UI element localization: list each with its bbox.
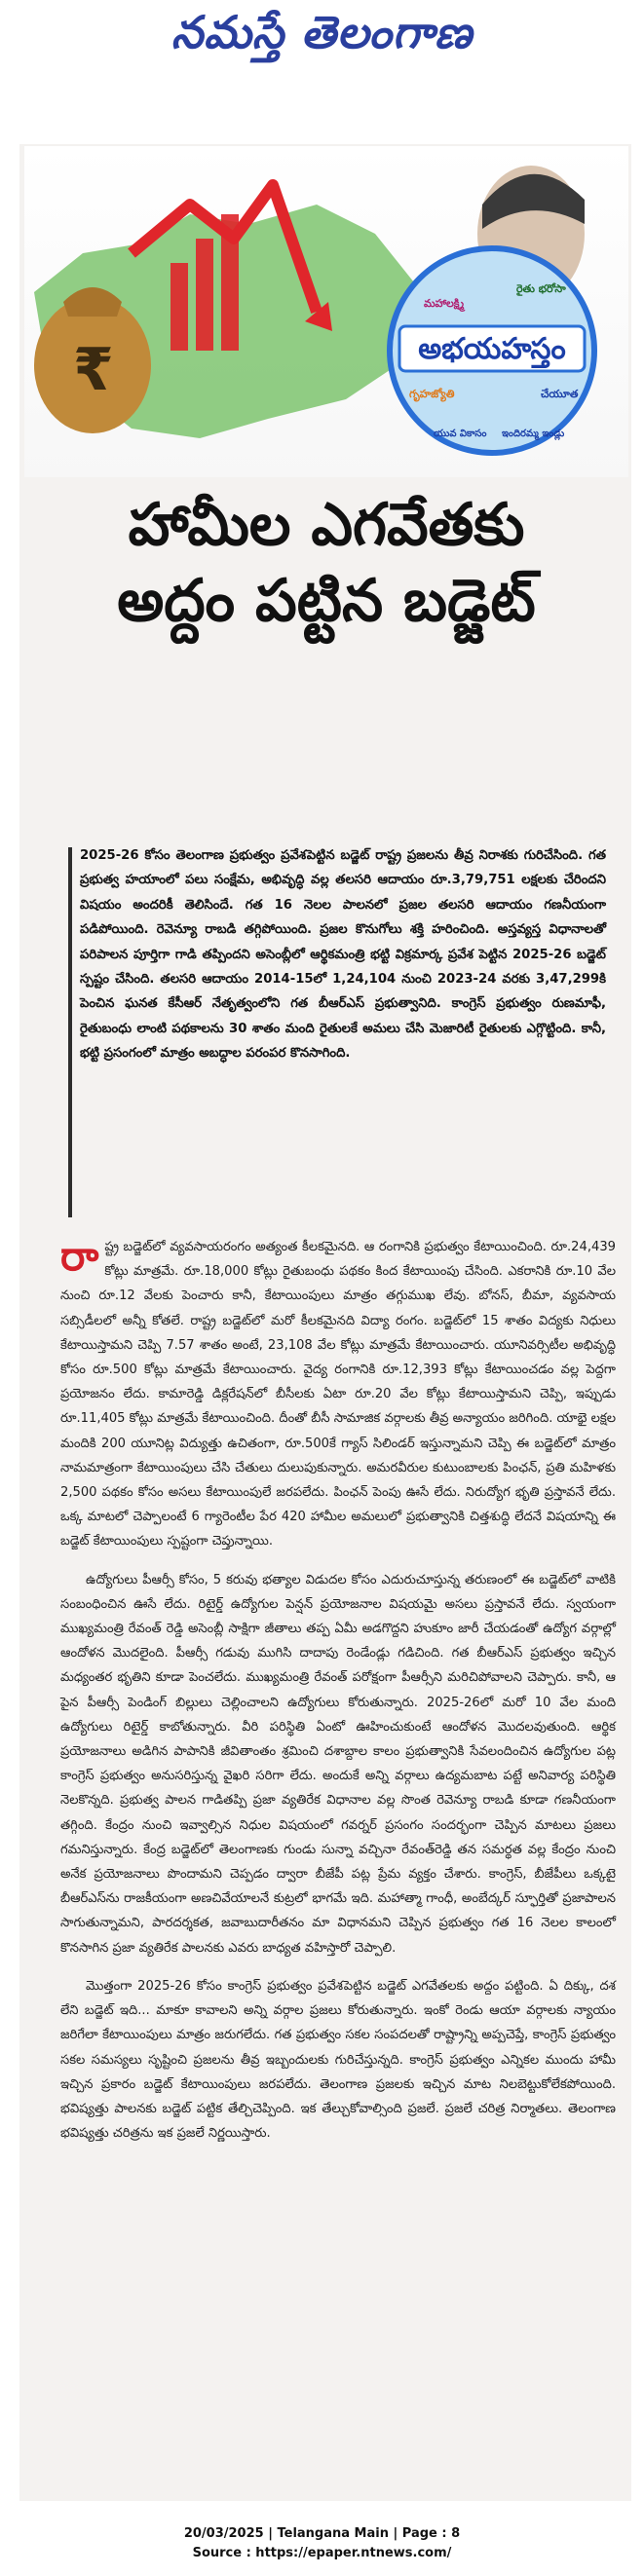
body-paragraph-3: మొత్తంగా 2025-26 కోసం కాంగ్రెస్ ప్రభుత్వం ప్రవేశపెట్టిన బడ్జెట్ ఎగవేతలకు అద్దం పట్టింది. ఏ దిక్కు, దశ లేని బడ్జెట్ ఇది... మాకూ కావాలని అన్ని వర్గాల ప్రజలు కోరుతున్నారు. ఇంకో రెండు ఆయా వర్గాలకు న్యాయం జరిగేలా కేటాయింపులు మాత్రం జరుగలేదు. గత ప్రభుత్వం సకల సంపదలతో రాష్ట్రాన్ని అప్పచెప్తే, కాంగ్రెస్ ప్రభుత్వం సకల సమస్యలు సృష్టించి ప్రజలను తీవ్ర ఇబ్బందులకు గురిచేస్తున్నది. కాంగ్రెస్ ప్రభుత్వం ఎన్నికల ముందు హామీ ఇచ్చిన ప్రకారం బడ్జెట్ కేటాయింపులు జరపలేదు. తెలంగాణ ప్రజలకు ఇచ్చిన మాట నిలబెట్టుకోలేకపోయింది. భవిష్యత్తు పాలనకు బడ్జెట్ పట్టిక తేల్చిచెప్పింది. ఇక తేల్చుకోవాల్సింది ప్రజలే. ప్రజలే చరిత్ర నిర్మాతలు. తెలంగాణ భవిష్యత్తు చరిత్రను ఇక ప్రజలే నిర్ణయిస్తారు. xyxy=(60,1978,616,2142)
headline xyxy=(24,487,628,639)
logo-label-rythu-bharosa: రైతు భరోసా xyxy=(516,282,566,295)
article-body xyxy=(60,1232,616,2159)
masthead xyxy=(0,0,644,76)
body-paragraph-2: ఉద్యోగులు పీఆర్సీ కోసం, 5 కరువు భత్యాల విడుదల కోసం ఎదురుచూస్తున్న తరుణంలో ఈ బడ్జెట్‌లో వాటికి సంబంధించిన ఊసే లేదు. రిటైర్డ్ ఉద్యోగుల పెన్షన్ ప్రయోజనాల విషయమై అసలు ప్రస్తావనే లేదు. స్వయంగా ముఖ్యమంత్రి రేవంత్ రెడ్డి అసెంబ్లీ సాక్షిగా జీతాలు తప్ప ఏమీ అడగొద్దని హుకూం జారీ చేయడంతో ఉద్యోగ వర్గాల్లో ఆందోళన మొదలైంది. పీఆర్సీ గడువు ముగిసి దాదాపు రెండేండ్లు గడిచింది. గత బీఆర్ఎస్ ప్రభుత్వం ఇచ్చిన మధ్యంతర భృతిని కూడా పెంచలేదు. ముఖ్యమంత్రి రేవంత్ పరోక్షంగా పీఆర్సీని మరిచిపోవాలని చెప్పారు. కానీ, ఆ పైన పీఆర్సీ పెండింగ్ బిల్లులు చెల్లించాలని ఉద్యోగులు కోరుతున్నారు. 2025-26లో మరో 10 వేల మంది ఉద్యోగులు రిటైర్డ్ కాబోతున్నారు. వీరి పరిస్థితి ఏంటో ఊహించుకుంటే ఆందోళన మొదలవుతుంది. ఆర్థిక ప్రయోజనాలు అడిగిన పాపానికి జీవితాంతం శ్రమించి దశాబ్దాల కాలం ప్రభుత్వానికి సేవలందించిన ఉద్యోగుల పట్ల కాంగ్రెస్ ప్రభుత్వం అనుసరిస్తున్న వైఖరి సరిగా లేదు. అందుకే అన్ని వర్గాలు ఉద్యమబాట పట్టే అనివార్య పరిస్థితి నెలకొన్నది. ప్రభుత్వ పాలన గాడితప్పి ప్రజా వ్యతిరేక విధానాల వల్ల సొంత రెవెన్యూ రాబడి కూడా గణనీయంగా తగ్గింది. కేంద్రం నుంచి ఇవ్వాల్సిన నిధుల విషయంలో గవర్నర్ ప్రసంగం సందర్భంగా చెప్పిన మాటలు ప్రజలు గమనిస్తున్నారు. కేంద్ర బడ్జెట్‌లో తెలంగాణకు గుండు సున్నా వచ్చినా రేవంత్‌రెడ్డి తన సమర్థత వల్ల కేంద్రం నుంచి అనేక ప్రయోజనాలు పొందామని చెప్పడం ద్వారా బీజేపీ పట్ల ప్రేమ వ్యక్తం చేశారు. కాంగ్రెస్, బీజేపీలు ఒక్కటై బీఆర్ఎస్‌ను రాజకీయంగా అణచివేయాలనే కుట్రలో భాగమే ఇది. మహాత్మా గాంధీ, అంబేద్కర్ స్ఫూర్తితో ప్రజాపాలన సాగుతున్నామని, పారదర్శకత, జవాబుదారీతనం మా విధానమని చెప్పిన ప్రభుత్వం గత 16 నెలల కాలంలో కొనసాగిన ప్రజా వ్యతిరేక పాలనకు ఎవరు బాధ్యత వహిస్తారో చెప్పాలి. xyxy=(60,1572,616,1956)
body-paragraph-1 xyxy=(60,1232,616,1554)
dropcap: రా xyxy=(60,1232,99,1280)
footer-dateline: 20/03/2025 | Telangana Main | Page : 8 xyxy=(183,2526,461,2541)
footer-source: Source : https://epaper.ntnews.com/ xyxy=(192,2546,452,2560)
lede-rule xyxy=(68,847,72,1217)
article-photo xyxy=(24,146,628,477)
newspaper-title: నమస్తే తెలంగాణ xyxy=(170,6,474,58)
logo-label-mahalakshmi: మహాలక్ష్మి xyxy=(424,297,465,310)
budget-illustration xyxy=(24,146,628,477)
rupee-symbol: ₹ xyxy=(73,336,114,404)
logo-label-yuva-vikasam: యువ వికాసం xyxy=(434,429,487,439)
lede-paragraph: 2025-26 కోసం తెలంగాణ ప్రభుత్వం ప్రవేశపెట్టిన బడ్జెట్ రాష్ట్ర ప్రజలను తీవ్ర నిరాశకు గురిచేసింది. గత ప్రభుత్వ హయాంలో పలు సంక్షేమ, అభివృద్ధి వల్ల తలసరి ఆదాయం రూ.3,79,751 లక్షలకు చేరిందని విషయం అందరికీ తెలిసిందే. గత 16 నెలల పాలనలో ప్రజల తలసరి ఆదాయం గణనీయంగా పడిపోయింది. రెవెన్యూ రాబడి తగ్గిపోయింది. ప్రజల కొనుగోలు శక్తి హరించింది. అస్తవ్యస్త విధానాలతో పరిపాలన పూర్తిగా గాడి తప్పిందని అసెంబ్లీలో ఆర్థికమంత్రి భట్టి విక్రమార్క ప్రవేశ పెట్టిన 2025-26 బడ్జెట్ స్పష్టం చేసింది. తలసరి ఆదాయం 2014-15లో 1,24,104 నుంచి 2023-24 వరకు 3,47,299కి పెంచిన ఘనత కేసీఆర్ నేతృత్వంలోని గత బీఆర్ఎస్ ప్రభుత్వానిది. కాంగ్రెస్ ప్రభుత్వం రుణమాఫీ, రైతుబంధు లాంటి పథకాలను 30 శాతం మంది రైతులకే అమలు చేసి మెజారిటీ రైతులకు ఎగ్గొట్టింది. కానీ, భట్టి ప్రసంగంలో మాత్రం అబద్ధాల పరంపర కొనసాగింది. xyxy=(80,848,606,1062)
headline-line-2: అద్దం పట్టిన బడ్జెట్ xyxy=(117,567,536,635)
logo-title: అభయహస్తం xyxy=(418,332,566,366)
logo-label-gruhajyothi: గృహజ్యోతి xyxy=(409,388,455,400)
body-paragraph-1-text: ష్ట్ర బడ్జెట్‌లో వ్యవసాయరంగం అత్యంత కీలకమైనది. ఆ రంగానికి ప్రభుత్వం కేటాయించింది. రూ.24,439 కోట్లు మాత్రమే. రూ.18,000 కోట్లు రైతుబంధు పథకం కింద కేటాయింపు చేసింది. ఎకరానికి రూ.10 వేల నుంచి రూ.12 వేలకు పెంచారు కానీ, కేటాయింపులు మాత్రం తగ్గుముఖ లేవు. బోనస్, బీమా, వ్యవసాయ సబ్సిడీలలో అన్నీ కోతలే. రాష్ట్ర బడ్జెట్‌లో మరో కీలకమైనది విద్యా రంగం. బడ్జెట్‌లో 15 శాతం విద్యకు నిధులు కేటాయిస్తామని చెప్పి 7.57 శాతం అంటే, 23,108 వేల కోట్లు మాత్రమే కేటాయించారు. యూనివర్సిటీల అభివృద్ధి కోసం రూ.500 కోట్లు మాత్రమే కేటాయించారు. వైద్య రంగానికి రూ.12,393 కోట్లు కేటాయించడం వల్ల పెద్దగా ప్రయోజనం లేదు. కామారెడ్డి డిక్లరేషన్‌లో బీసీలకు ఏటా రూ.20 వేల కోట్లు కేటాయిస్తామని చెప్పి, ఇప్పుడు రూ.11,405 కోట్లు మాత్రమే కేటాయించింది. దీంతో బీసీ సామాజిక వర్గాలకు తీవ్ర అన్యాయం జరిగింది. యాభై లక్షల మందికి 200 యూనిట్ల విద్యుత్తు ఉచితంగా, రూ.500కే గ్యాస్ సిలిండర్ ఇస్తున్నామని చెప్పి ఈ బడ్జెట్‌లో మాత్రం నామమాత్రంగా కేటాయింపులు చేసి చేతులు దులుపుకున్నారు. అమరవీరుల కుటుంబాలకు పింఛన్, ప్రతి మహిళకు 2,500 పథకం కోసం అసలు కేటాయింపులే జరపలేదు. పింఛన్ పెంపు ఊసే లేదు. నిరుద్యోగ భృతి ప్రస్తావనే లేదు. ఒక్క మాటలో చెప్పాలంటే 6 గ్యారెంటీల పేర 420 హామీల అమలులో ప్రభుత్వానికి చిత్తశుద్ధి లేదనే విషయాన్ని ఈ బడ్జెట్ కేటాయింపులు స్పష్టంగా చెప్తున్నాయి. xyxy=(60,1240,616,1549)
footer xyxy=(0,2524,644,2563)
headline-line-1: హామీల ఎగవేతకు xyxy=(128,491,525,559)
logo-label-cheyutha: చేయూత xyxy=(541,388,579,400)
logo-label-indiramma-indlu: ఇందిరమ్మ ఇండ్లు xyxy=(502,429,565,439)
